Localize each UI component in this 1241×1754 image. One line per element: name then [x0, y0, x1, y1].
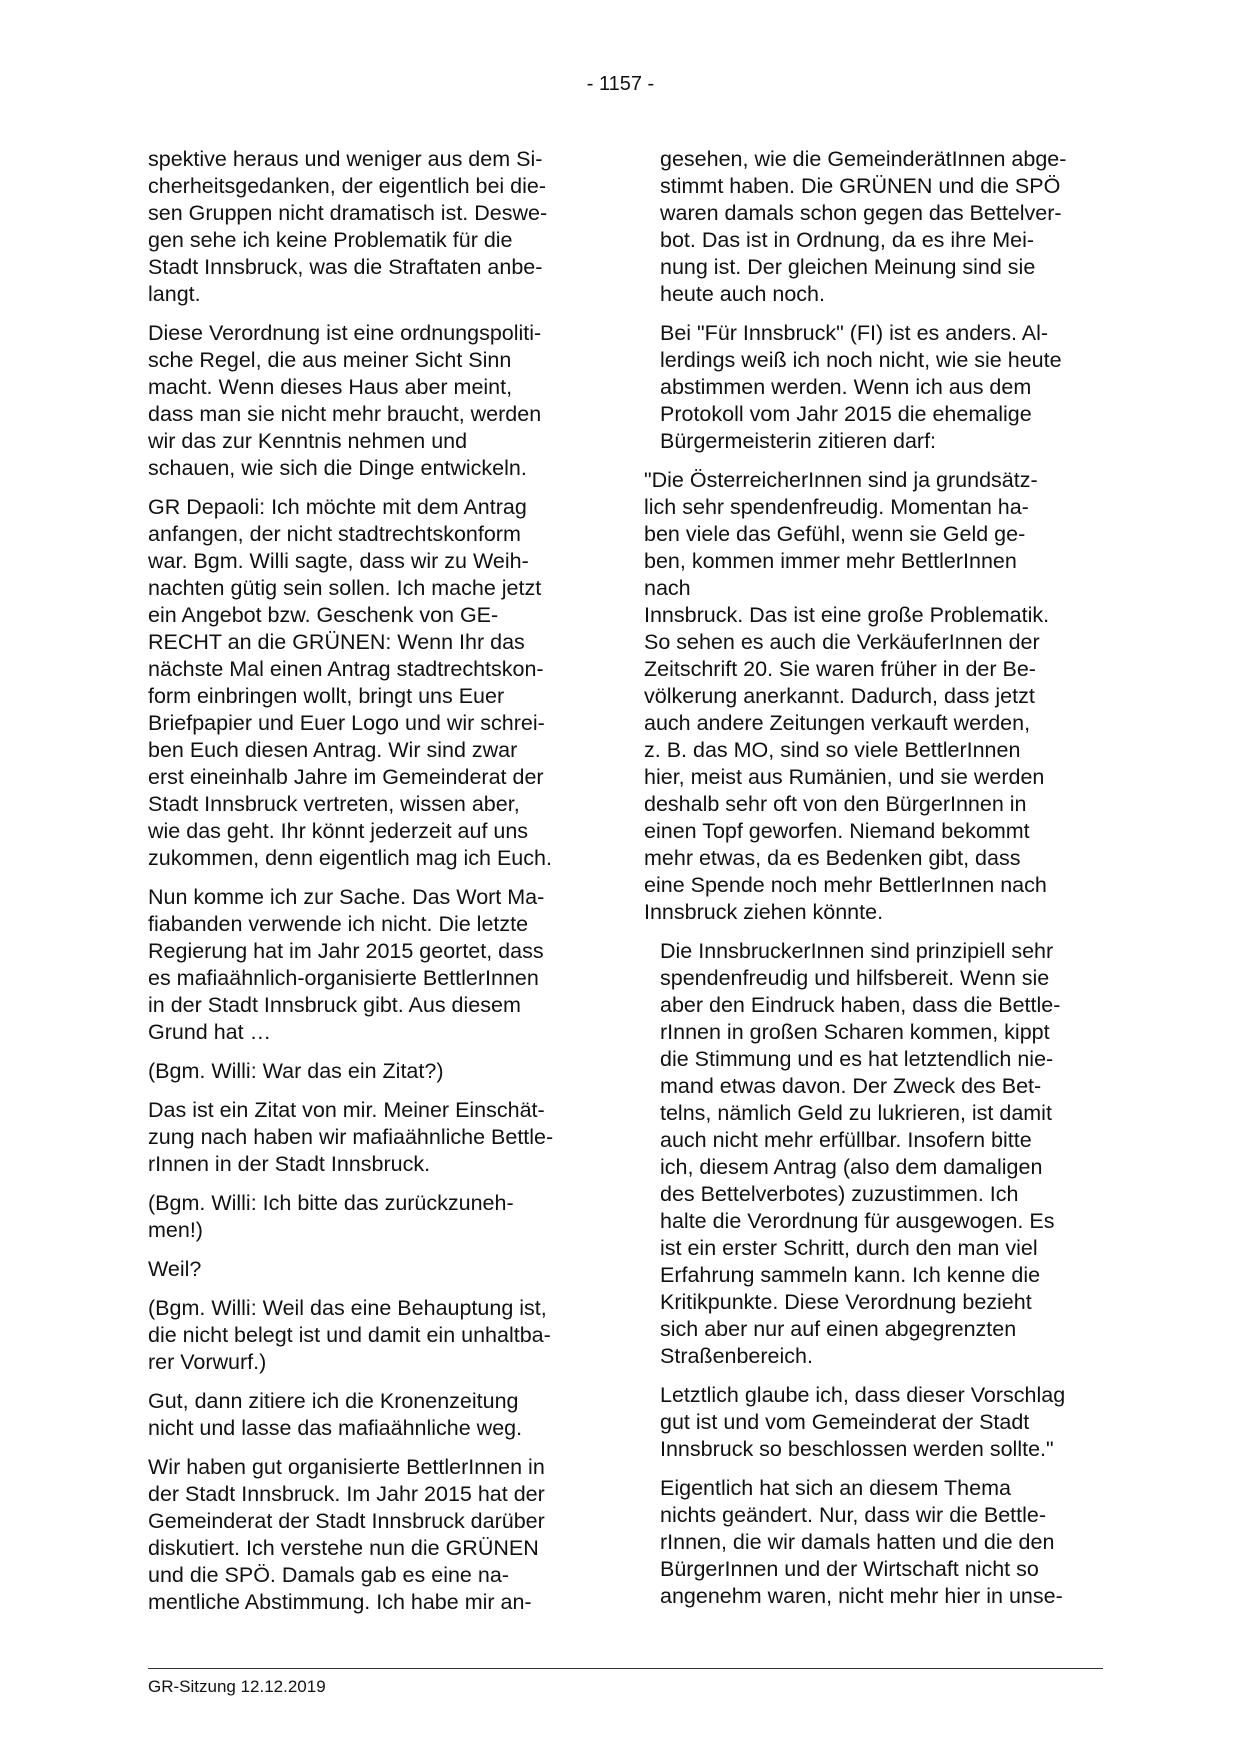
paragraph: Letztlich glaube ich, dass dieser Vorschlag gut ist und vom Gemeinderat der Stadt Innsbruck so beschlossen werden sollte." [660, 1383, 1066, 1461]
paragraph: Das ist ein Zitat von mir. Meiner Einschät- zung nach haben wir mafiaähnliche Bettle- rInnen in der Stadt Innsbruck. [148, 1098, 554, 1176]
right-column [644, 146, 1100, 1622]
paragraph: spektive heraus und weniger aus dem Si- cherheitsgedanken, der eigentlich bei die- sen Gruppen nicht dramatisch ist. Deswe- gen sehe ich keine Problematik für die Stadt Innsbruck, was die Straftaten anbe- langt. [148, 147, 548, 306]
paragraph: (Bgm. Willi: Ich bitte das zurückzuneh- men!) [148, 1191, 514, 1242]
paragraph: Wir haben gut organisierte BettlerInnen in der Stadt Innsbruck. Im Jahr 2015 hat der Gemeinderat der Stadt Innsbruck darüber diskutiert. Ich verstehe nun die GRÜNEN und die SPÖ. Damals gab es eine na- mentliche Abstimmung. Ich habe mir an- [148, 1455, 545, 1614]
paragraph: (Bgm. Willi: Weil das eine Behauptung ist, die nicht belegt ist und damit ein unhaltba- rer Vorwurf.) [148, 1296, 551, 1374]
paragraph: Die InnsbruckerInnen sind prinzipiell sehr spendenfreudig und hilfsbereit. Wenn sie aber den Eindruck haben, dass die Bettle- rInnen in großen Scharen kommen, kippt die Stimmung und es hat letztendlich nie- mand etwas davon. Der Zweck des Bet- telns, nämlich Geld zu lukrieren, ist damit auch nicht mehr erfüllbar. Insofern bitte ich, diesem Antrag (also dem damaligen des Bettelverbotes) zuzustimmen. Ich halte die Verordnung für ausgewogen. Es ist ein erster Schritt, durch den man viel Erfahrung sammeln kann. Ich kenne die Kritikpunkte. Diese Verordnung bezieht sich aber nur auf einen abgegrenzten Straßenbereich. [660, 939, 1061, 1368]
paragraph: Eigentlich hat sich an diesem Thema nichts geändert. Nur, dass wir die Bettle- rInnen, die wir damals hatten und die den BürgerInnen und der Wirtschaft nicht so angenehm waren, nicht mehr hier in unse- [660, 1476, 1063, 1608]
paragraph: Nun komme ich zur Sache. Das Wort Ma- fiabanden verwende ich nicht. Die letzte Regierung hat im Jahr 2015 geortet, dass es mafiaähnlich-organisierte BettlerInnen in der Stadt Innsbruck gibt. Aus diesem Grund hat … [148, 885, 545, 1044]
footer-session-label: GR-Sitzung 12.12.2019 [148, 1677, 326, 1696]
paragraph: Gut, dann zitiere ich die Kronenzeitung nicht und lasse das mafiaähnliche weg. [148, 1389, 523, 1440]
left-column [148, 146, 588, 1628]
paragraph: Diese Verordnung ist eine ordnungspoliti- sche Regel, die aus meiner Sicht Sinn macht. Wenn dieses Haus aber meint, dass man sie nicht mehr braucht, werden wir das zur Kenntnis nehmen und schauen, wie sich die Dinge entwickeln. [148, 321, 542, 480]
paragraph: Weil? [148, 1257, 202, 1281]
paragraph: gesehen, wie die GemeinderätInnen abge- stimmt haben. Die GRÜNEN und die SPÖ waren damals schon gegen das Bettelver- bot. Das ist in Ordnung, da es ihre Mei- nung ist. Der gleichen Meinung sind sie heute auch noch. [660, 147, 1067, 306]
footer-divider [148, 1668, 1103, 1669]
paragraph: Bei "Für Innsbruck" (FI) ist es anders. Al- lerdings weiß ich noch nicht, wie sie heute abstimmen werden. Wenn ich aus dem Protokoll vom Jahr 2015 die ehemalige Bürgermeisterin zitieren darf: [660, 321, 1062, 453]
quote-paragraph: "Die ÖsterreicherInnen sind ja grundsätz- lich sehr spendenfreudig. Momentan ha- ben viele das Gefühl, wenn sie Geld ge- ben, kommen immer mehr BettlerInnen nach Innsbruck. Das ist eine große Problematik. So sehen es auch die VerkäuferInnen der Zeitschrift 20. Sie waren früher in der Be- völkerung anerkannt. Dadurch, dass jetzt auch andere Zeitungen verkauft werden, z. B. das MO, sind so viele BettlerInnen hier, meist aus Rumänien, und sie werden deshalb sehr oft von den BürgerInnen in einen Topf geworfen. Niemand bekommt mehr etwas, da es Bedenken gibt, dass eine Spende noch mehr BettlerInnen nach Innsbruck ziehen könnte. [644, 468, 1050, 924]
paragraph: GR Depaoli: Ich möchte mit dem Antrag anfangen, der nicht stadtrechtskonform war. Bgm. Willi sagte, dass wir zu Weih- nachten gütig sein sollen. Ich mache jetzt ein Angebot bzw. Geschenk von GE- RECHT an die GRÜNEN: Wenn Ihr das nächste Mal einen Antrag stadtrechtskon- form einbringen wollt, bringt uns Euer Briefpapier und Euer Logo und wir schrei- ben Euch diesen Antrag. Wir sind zwar erst eineinhalb Jahre im Gemeinderat der Stadt Innsbruck vertreten, wissen aber, wie das geht. Ihr könnt jederzeit auf uns zukommen, denn eigentlich mag ich Euch. [148, 495, 552, 870]
page-number: - 1157 - [586, 73, 655, 95]
paragraph: (Bgm. Willi: War das ein Zitat?) [148, 1059, 444, 1083]
